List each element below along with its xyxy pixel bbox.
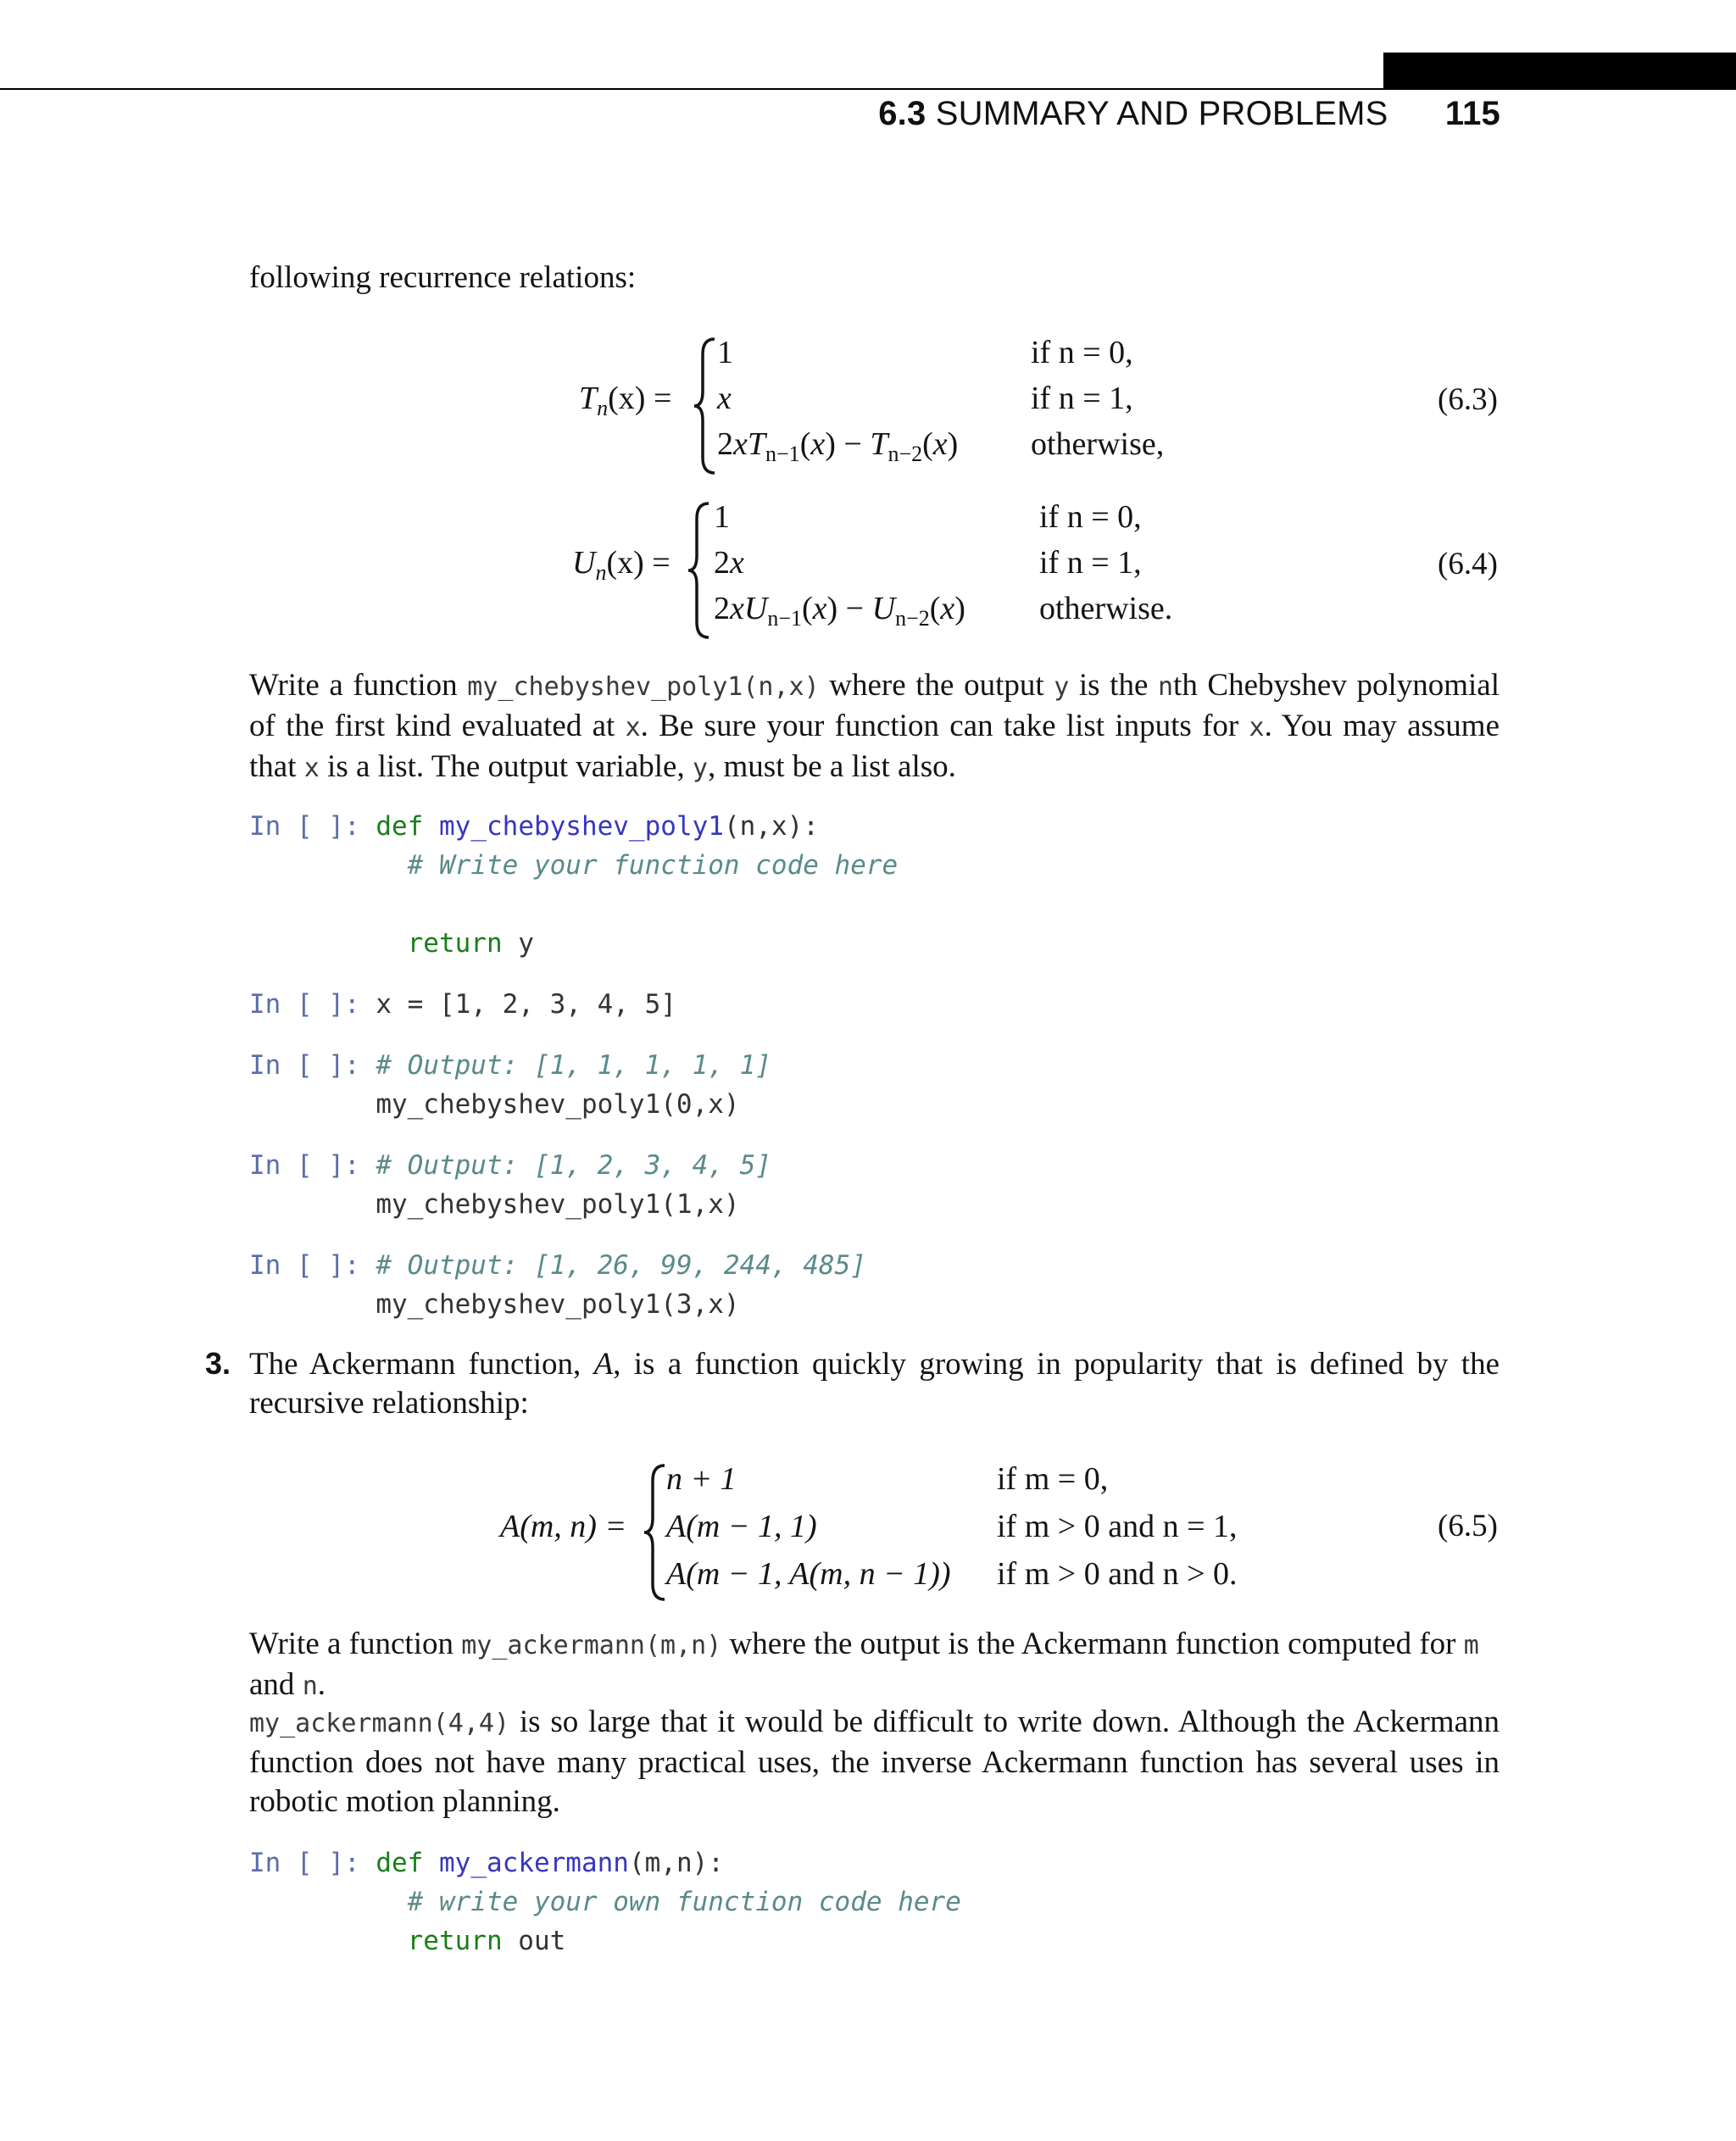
eq-A-brace — [641, 1462, 668, 1603]
problem3-number: 3. — [205, 1346, 231, 1381]
section-title: SUMMARY AND PROBLEMS — [935, 95, 1388, 132]
code-cell-chebyshev-def: In [ ]: def my_chebyshev_poly1(n,x): # Write your function code here return y — [249, 811, 899, 959]
problem3-intro: The Ackermann function, A, is a function quickly growing in popularity that is defined by the recursive relationship: — [249, 1347, 1500, 1421]
code-cell-poly1: In [ ]: # Output: [1, 2, 3, 4, 5] my_chebyshev_poly1(1,x) — [249, 1150, 771, 1220]
eq-U-brace — [685, 500, 712, 641]
eq-U-case1-expr: 1 — [714, 499, 730, 535]
eq-U-case3-cond: otherwise. — [1039, 591, 1173, 626]
eq-A-case2-expr: A(m − 1, 1) — [666, 1509, 817, 1544]
eq-U-case1-cond: if n = 0, — [1039, 499, 1142, 535]
eq-A-case2-cond: if m > 0 and n = 1, — [997, 1509, 1238, 1544]
problem3-task: Write a function my_ackermann(m,n) where the output is the Ackermann function computed for m and n. — [249, 1627, 1479, 1702]
header-rule — [0, 88, 1736, 90]
eq-A-case1-cond: if m = 0, — [997, 1461, 1109, 1497]
eq-A-lhs: A(m, n) = — [500, 1509, 627, 1544]
page-number: 115 — [1444, 95, 1500, 132]
eq-A-case3-expr: A(m − 1, A(m, n − 1)) — [666, 1556, 951, 1592]
eq-T-lhs: $T_n(x)$ = — [579, 381, 672, 420]
eq-U-case2-expr: 2x — [714, 545, 744, 581]
code-cell-x-list: In [ ]: x = [1, 2, 3, 4, 5] — [249, 989, 676, 1020]
eq-U-case3-expr: $2xU_{n-1}(x) - U_{n-2}(x)$ — [714, 591, 965, 631]
eq-U-lhs: $U_n(x)$ = — [572, 545, 670, 585]
eq-T-case2-expr: x — [717, 381, 732, 416]
eq-A-case3-cond: if m > 0 and n > 0. — [997, 1556, 1238, 1592]
running-head — [878, 95, 1500, 133]
eq-T-brace — [691, 336, 718, 476]
eq-U-case2-cond: if n = 1, — [1039, 545, 1142, 581]
eq-T-case3-expr: $2xT_{n-1}(x) - T_{n-2}(x)$ — [717, 426, 959, 466]
eq-T-case2-cond: if n = 1, — [1031, 381, 1133, 416]
eq-T-case1-cond: if n = 0, — [1031, 335, 1133, 370]
eq-A-label: (6.5) — [1438, 1509, 1498, 1543]
eq-A-case1-expr: n + 1 — [666, 1461, 737, 1497]
eq-T-case3-cond: otherwise, — [1031, 426, 1165, 462]
eq-T-label: (6.3) — [1438, 382, 1498, 417]
header-black-tab — [1383, 53, 1736, 90]
problem2-text: Write a function my_chebyshev_poly1(n,x) where the output y is the nth Chebyshev polynomial of the first kind evaluated at x. Be sure your function can take list inputs for x. You may assume that x is a list. The output variable, y, must be a list also. — [249, 668, 1500, 784]
eq-T-case1-expr: 1 — [717, 335, 733, 370]
intro-text: following recurrence relations: — [249, 260, 637, 295]
problem3-note: my_ackermann(4,4) is so large that it would be difficult to write down. Although the Ackermann function does not have many practical uses, the inverse Ackermann function has several uses in robotic motion planning. — [249, 1704, 1500, 1819]
code-cell-poly0: In [ ]: # Output: [1, 1, 1, 1, 1] my_chebyshev_poly1(0,x) — [249, 1050, 771, 1120]
eq-U-label: (6.4) — [1438, 547, 1498, 581]
code-cell-ackermann-def: In [ ]: def my_ackermann(m,n): # write your own function code here return out — [249, 1848, 961, 1956]
section-number: 6.3 — [878, 95, 926, 132]
code-cell-poly3: In [ ]: # Output: [1, 26, 99, 244, 485] my_chebyshev_poly1(3,x) — [249, 1250, 866, 1320]
